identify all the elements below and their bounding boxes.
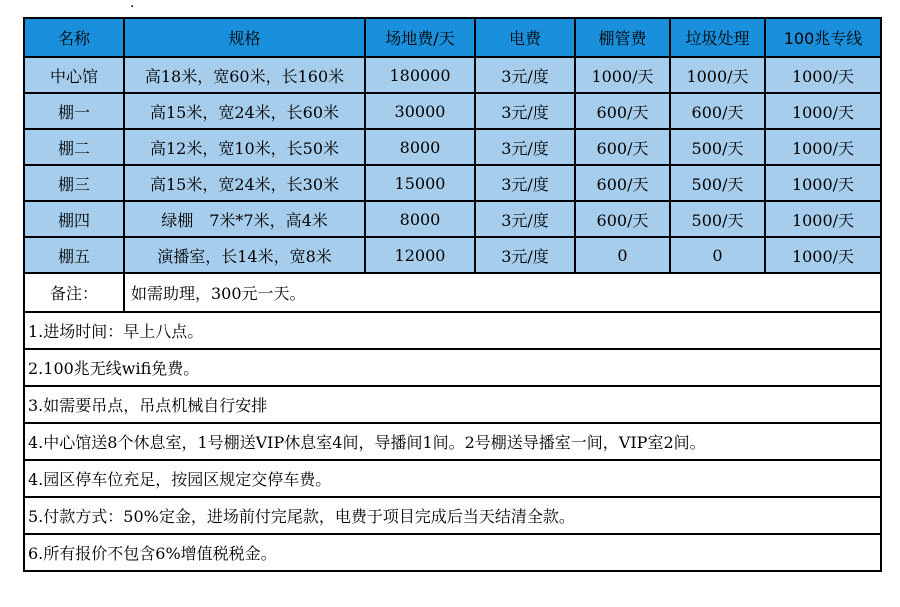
cell-spec: 绿棚 7米*7米，高4米 bbox=[124, 201, 365, 237]
cell-garbage: 600/天 bbox=[670, 93, 765, 129]
note-text: 5.付款方式：50%定金，进场前付完尾款，电费于项目完成后当天结清全款。 bbox=[24, 497, 881, 534]
table-row bbox=[24, 129, 881, 165]
stray-dot: · bbox=[130, 0, 135, 15]
cell-garbage: 0 bbox=[670, 237, 765, 273]
cell-name: 棚五 bbox=[24, 237, 124, 273]
cell-network: 1000/天 bbox=[765, 93, 881, 129]
note-row bbox=[24, 497, 881, 534]
price-table bbox=[23, 17, 882, 572]
cell-network: 1000/天 bbox=[765, 201, 881, 237]
cell-electricity: 3元/度 bbox=[475, 57, 575, 93]
cell-electricity: 3元/度 bbox=[475, 93, 575, 129]
cell-name: 棚二 bbox=[24, 129, 124, 165]
note-row bbox=[24, 386, 881, 423]
cell-venue-fee: 180000 bbox=[365, 57, 475, 93]
cell-name: 棚三 bbox=[24, 165, 124, 201]
cell-venue-fee: 8000 bbox=[365, 129, 475, 165]
note-text: 4.园区停车位充足，按园区规定交停车费。 bbox=[24, 460, 881, 497]
cell-venue-fee: 30000 bbox=[365, 93, 475, 129]
note-row bbox=[24, 349, 881, 386]
note-text: 4.中心馆送8个休息室，1号棚送VIP休息室4间，导播间1间。2号棚送导播室一间，VIP室2间。 bbox=[24, 423, 881, 460]
cell-garbage: 500/天 bbox=[670, 201, 765, 237]
header-venue-fee: 场地费/天 bbox=[365, 18, 475, 57]
cell-shed-fee: 600/天 bbox=[575, 165, 670, 201]
cell-spec: 演播室，长14米，宽8米 bbox=[124, 237, 365, 273]
note-text: 1.进场时间：早上八点。 bbox=[24, 312, 881, 349]
table-row bbox=[24, 201, 881, 237]
cell-garbage: 1000/天 bbox=[670, 57, 765, 93]
cell-garbage: 500/天 bbox=[670, 129, 765, 165]
cell-name: 棚一 bbox=[24, 93, 124, 129]
table-row bbox=[24, 237, 881, 273]
header-spec: 规格 bbox=[124, 18, 365, 57]
cell-electricity: 3元/度 bbox=[475, 201, 575, 237]
cell-venue-fee: 8000 bbox=[365, 201, 475, 237]
remark-text: 如需助理，300元一天。 bbox=[124, 273, 881, 312]
cell-network: 1000/天 bbox=[765, 129, 881, 165]
cell-venue-fee: 12000 bbox=[365, 237, 475, 273]
cell-shed-fee: 600/天 bbox=[575, 201, 670, 237]
cell-spec: 高18米，宽60米，长160米 bbox=[124, 57, 365, 93]
table-row bbox=[24, 165, 881, 201]
remark-row bbox=[24, 273, 881, 312]
note-row bbox=[24, 423, 881, 460]
cell-spec: 高15米，宽24米，长30米 bbox=[124, 165, 365, 201]
cell-name: 棚四 bbox=[24, 201, 124, 237]
header-garbage: 垃圾处理 bbox=[670, 18, 765, 57]
cell-spec: 高12米，宽10米，长50米 bbox=[124, 129, 365, 165]
table-row bbox=[24, 57, 881, 93]
note-text: 2.100兆无线wifi免费。 bbox=[24, 349, 881, 386]
header-shed-fee: 棚管费 bbox=[575, 18, 670, 57]
header-network: 100兆专线 bbox=[765, 18, 881, 57]
note-text: 6.所有报价不包含6%增值税税金。 bbox=[24, 534, 881, 571]
header-row bbox=[24, 18, 881, 57]
cell-electricity: 3元/度 bbox=[475, 165, 575, 201]
cell-spec: 高15米，宽24米，长60米 bbox=[124, 93, 365, 129]
cell-garbage: 500/天 bbox=[670, 165, 765, 201]
remark-label: 备注： bbox=[24, 273, 124, 312]
header-electricity: 电费 bbox=[475, 18, 575, 57]
cell-network: 1000/天 bbox=[765, 57, 881, 93]
note-row bbox=[24, 312, 881, 349]
note-text: 3.如需要吊点，吊点机械自行安排 bbox=[24, 386, 881, 423]
cell-electricity: 3元/度 bbox=[475, 237, 575, 273]
note-row bbox=[24, 534, 881, 571]
cell-venue-fee: 15000 bbox=[365, 165, 475, 201]
cell-shed-fee: 1000/天 bbox=[575, 57, 670, 93]
cell-electricity: 3元/度 bbox=[475, 129, 575, 165]
cell-network: 1000/天 bbox=[765, 165, 881, 201]
cell-shed-fee: 0 bbox=[575, 237, 670, 273]
cell-shed-fee: 600/天 bbox=[575, 129, 670, 165]
cell-shed-fee: 600/天 bbox=[575, 93, 670, 129]
cell-network: 1000/天 bbox=[765, 237, 881, 273]
cell-name: 中心馆 bbox=[24, 57, 124, 93]
header-name: 名称 bbox=[24, 18, 124, 57]
note-row bbox=[24, 460, 881, 497]
table-row bbox=[24, 93, 881, 129]
